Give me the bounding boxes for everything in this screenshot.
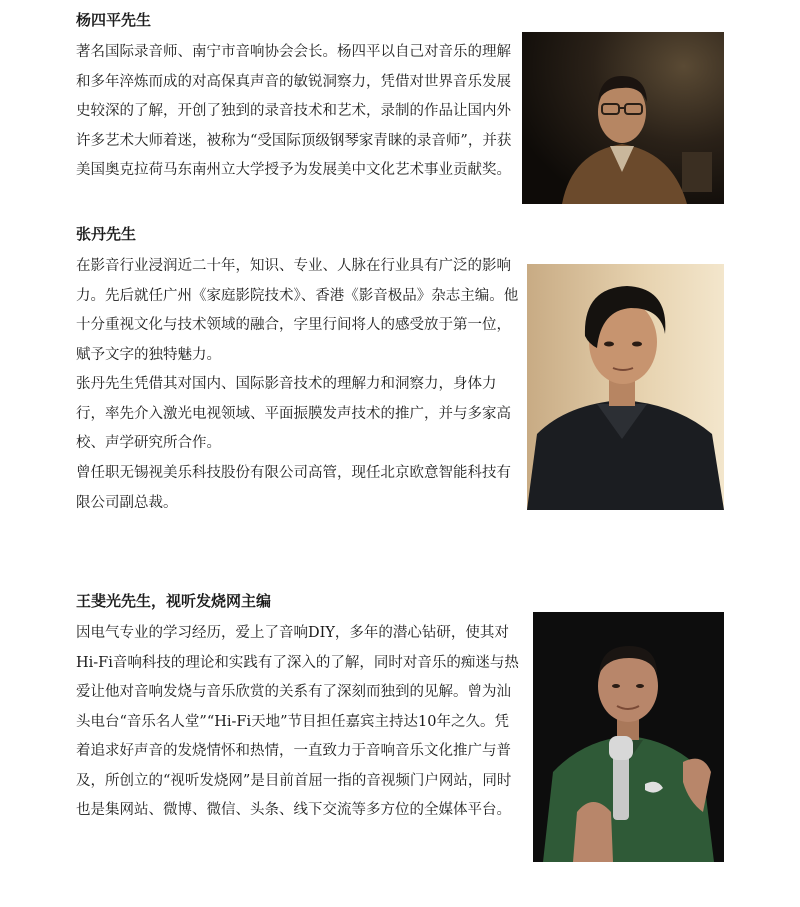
profile-2-paragraph-3: 曾任职无锡视美乐科技股份有限公司高管，现任北京欧意智能科技有限公司副总裁。 <box>76 465 511 511</box>
portrait-3-image <box>533 612 724 862</box>
profile-2-photo <box>527 264 724 510</box>
profile-2-paragraph-2: 张丹先生凭借其对国内、国际影音技术的理解力和洞察力，身体力行，率先介入激光电视领域、平面振膜发声技术的推广，并与多家高校、声学研究所合作。 <box>76 376 511 451</box>
portrait-1-image <box>522 32 724 204</box>
profile-3-photo <box>533 612 724 862</box>
profile-1-header <box>76 10 151 30</box>
profile-2-paragraph-1: 在影音行业浸润近二十年，知识、专业、人脉在行业具有广泛的影响力。先后就任广州《家庭影院技术》、香港《影音极品》杂志主编。他十分重视文化与技术领域的融合，字里行间将人的感受放于第一位，赋予文字的独特魅力。 <box>76 258 519 363</box>
profile-1-name: 杨四平先生 <box>76 11 152 29</box>
profile-2-header <box>76 224 136 244</box>
profile-1-photo <box>522 32 724 204</box>
profile-3-name: 王斐光先生，视听发烧网主编 <box>76 592 272 610</box>
profile-3-header <box>76 591 271 611</box>
portrait-2-image <box>527 264 724 510</box>
profile-2-name: 张丹先生 <box>76 225 137 243</box>
profile-1-paragraph-1: 著名国际录音师、南宁市音响协会会长。杨四平以自己对音乐的理解和多年淬炼而成的对高保真声音的敏锐洞察力，凭借对世界音乐发展史较深的了解，开创了独到的录音技术和艺术，录制的作品让国内外许多艺术大师着迷，被称为“受国际顶级钢琴家青睐的录音师”，并获美国奥克拉荷马东南州立大学授予为发展美中文化艺术事业贡献奖。 <box>76 44 512 178</box>
profile-3-paragraph-1: 因电气专业的学习经历，爱上了音响DIY，多年的潜心钻研，使其对Hi-Fi音响科技的理论和实践有了深入的了解，同时对音乐的痴迷与热爱让他对音响发烧与音乐欣赏的关系有了深刻而独到的见解。曾为汕头电台“音乐名人堂”“Hi-Fi天地”节目担任嘉宾主持达10年之久。凭着追求好声音的发烧情怀和热情，一直致力于音响音乐文化推广与普及，所创立的“视听发烧网”是目前首屈一指的音视频门户网站，同时也是集网站、微博、微信、头条、线下交流等多方位的全媒体平台。 <box>76 625 519 818</box>
